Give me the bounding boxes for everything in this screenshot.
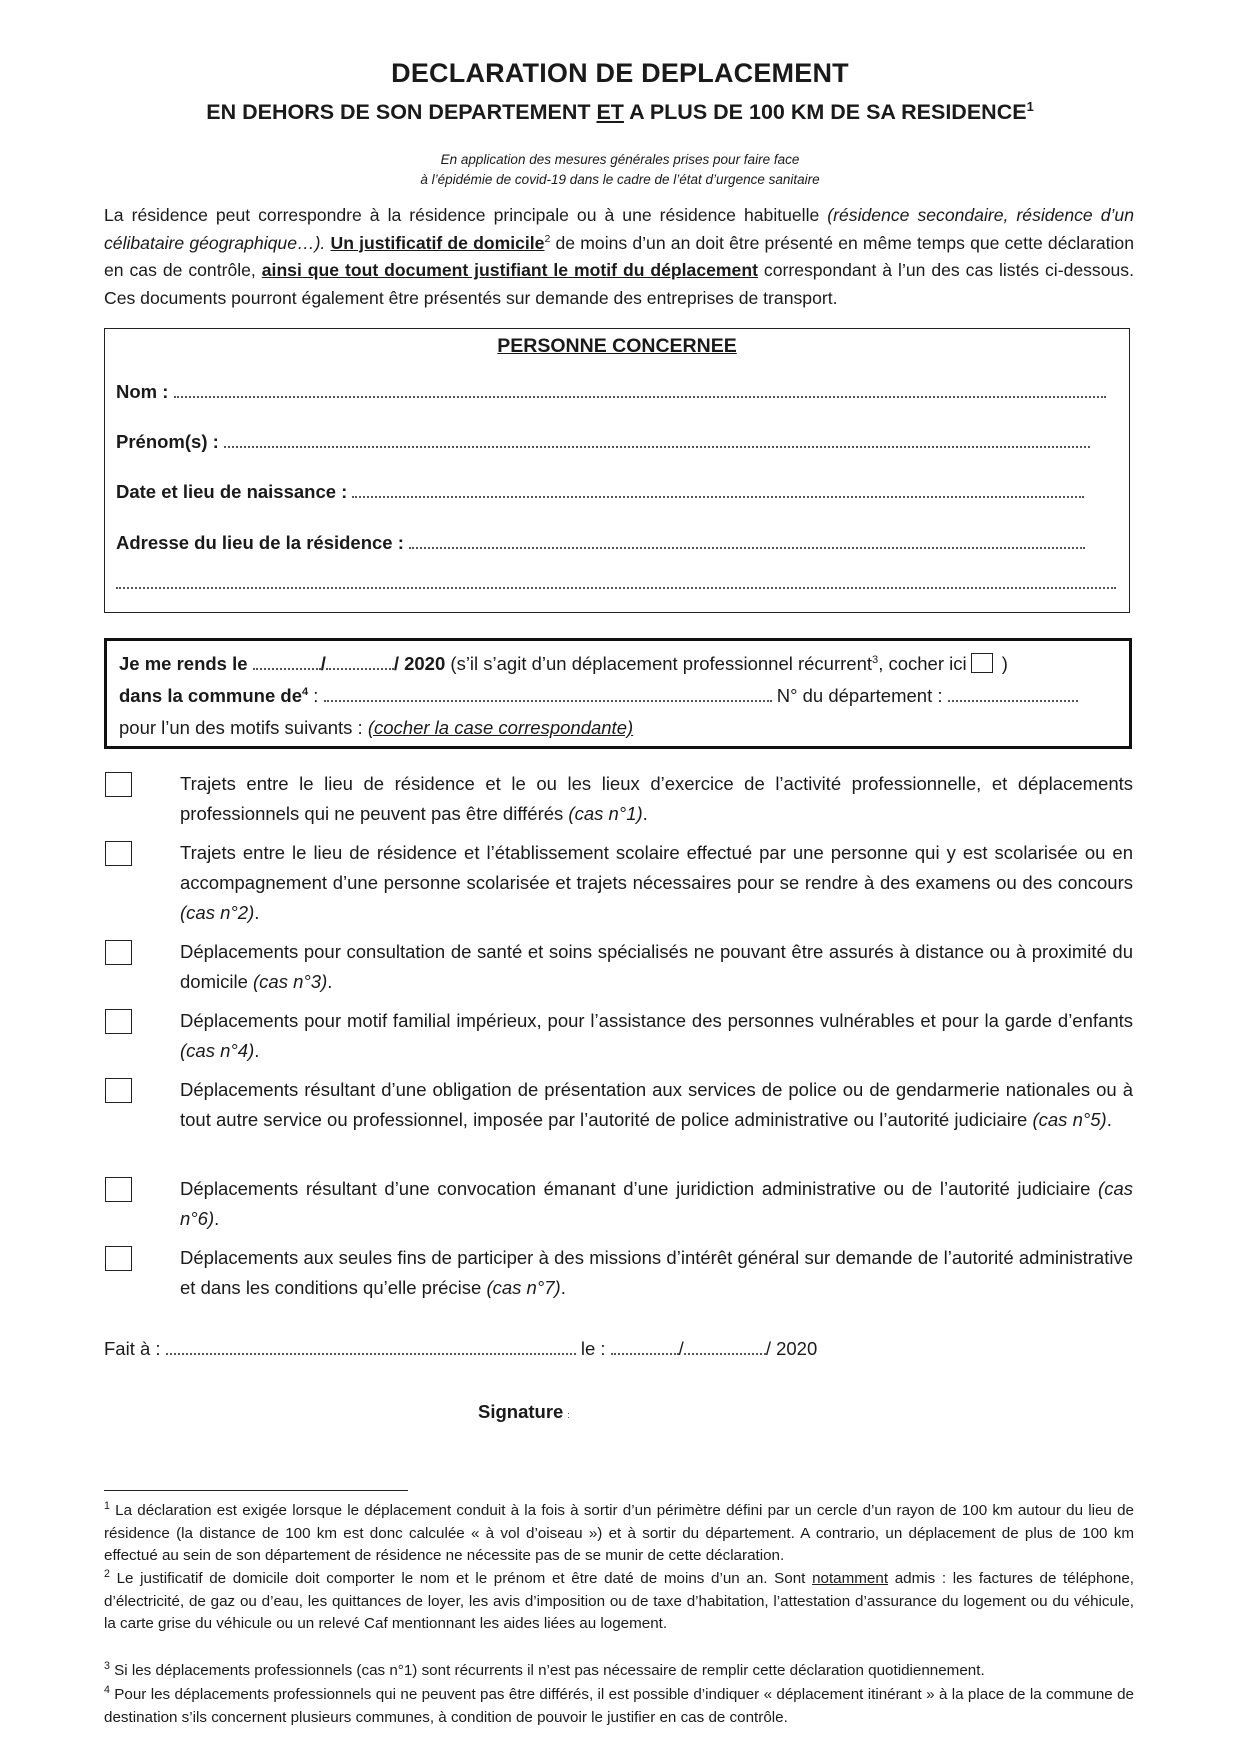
motif-end: .	[254, 1040, 260, 1061]
intro-motif-doc: ainsi que tout document justifiant le motif du déplacement	[261, 260, 758, 280]
adresse-dotted-line[interactable]	[409, 535, 1085, 549]
title-et: ET	[596, 100, 624, 124]
trip-day-blank[interactable]	[253, 658, 321, 670]
legal-context-line-1: En application des mesures générales prises pour faire face	[440, 152, 800, 167]
fait-date-separator: /	[678, 1338, 684, 1359]
commune-label: dans la commune de	[119, 685, 302, 706]
motif-text: Déplacements résultant d’une convocation émanant d’une juridiction administrative ou de l’autorité judiciaire	[180, 1178, 1099, 1199]
motif-checkbox-2[interactable]	[105, 841, 132, 866]
footnote-text: Si les déplacements professionnels (cas n°1) sont récurrents il n’est pas nécessaire de remplir cette déclaration quotidiennement.	[109, 1662, 985, 1679]
footnote-ref-3: 3	[872, 653, 879, 666]
footnote-4	[104, 1684, 1134, 1729]
trip-year: / 2020	[393, 653, 446, 674]
motif-cas: (cas n°7)	[486, 1277, 561, 1298]
motif-end: .	[327, 971, 333, 992]
fait-day-blank[interactable]	[611, 1343, 679, 1355]
adresse-field-line-2[interactable]	[116, 572, 1116, 594]
fait-a-line	[104, 1338, 817, 1360]
motif-end: .	[254, 902, 260, 923]
footnote-number: 4	[104, 1683, 110, 1696]
intro-text-1: La résidence peut correspondre à la résidence principale ou à une résidence habituelle	[104, 205, 828, 225]
motif-cas: (cas n°6)	[180, 1178, 1133, 1229]
person-section	[104, 328, 1130, 613]
footnote-underlined: notamment	[812, 1570, 889, 1587]
intro-justificatif: Un justificatif de domicile	[330, 232, 545, 253]
motif-item-3	[180, 937, 1133, 997]
naissance-field[interactable]	[116, 481, 1084, 503]
nom-label: Nom :	[116, 381, 174, 402]
prenom-field[interactable]	[116, 431, 1090, 453]
motif-item-6	[180, 1174, 1133, 1234]
motif-item-2	[180, 838, 1133, 928]
motifs-instruction: (cocher la case correspondante)	[367, 717, 634, 738]
footnote-2	[104, 1568, 1134, 1636]
footnote-number: 2	[104, 1567, 110, 1580]
motif-item-7	[180, 1243, 1133, 1303]
intro-text-3: correspondant à l’un des cas listés ci-dessous. Ces documents pourront également être présentés sur demande des entreprises de transport.	[104, 260, 1134, 308]
motif-text: Déplacements aux seules fins de participer à des missions d’intérêt général sur demande de l’autorité administrative et dans les conditions qu’elle précise	[180, 1247, 1133, 1298]
le-label: le :	[575, 1338, 611, 1359]
motif-text: Déplacements pour consultation de santé et soins spécialisés ne pouvant être assurés à distance ou à proximité du domicile	[180, 941, 1133, 992]
motif-cas: (cas n°3)	[253, 971, 328, 992]
title-part-2: A PLUS DE 100 KM DE SA RESIDENCE	[623, 100, 1027, 124]
signature-colon: :	[567, 1410, 570, 1420]
signature-label: Signature	[478, 1401, 564, 1422]
motif-end: .	[560, 1277, 566, 1298]
motif-item-1	[180, 769, 1133, 829]
footnote-text-cont: admis : les factures de téléphone, d’électricité, de gaz ou d’eau, les quittances de loyer, les avis d’imposition ou de taxe d’habitation, l’attestation d’assurance du logement ou du véhicule, la carte grise du véhicule ou un relevé Caf mentionnant les aides liées au logement.	[104, 1570, 1134, 1632]
fait-a-blank[interactable]	[166, 1343, 576, 1355]
motif-checkbox-7[interactable]	[105, 1246, 132, 1271]
legal-context	[0, 150, 1240, 190]
document-title: DECLARATION DE DEPLACEMENT	[391, 58, 849, 88]
legal-context-line-2: à l’épidémie de covid-19 dans le cadre de l’état d’urgence sanitaire	[420, 172, 820, 187]
prenom-dotted-line[interactable]	[224, 434, 1090, 448]
trip-month-blank[interactable]	[326, 658, 394, 670]
nom-field[interactable]	[116, 381, 1106, 403]
naissance-dotted-line[interactable]	[352, 484, 1084, 498]
motif-cas: (cas n°5)	[1032, 1109, 1107, 1130]
motif-end: .	[214, 1208, 220, 1229]
trip-commune-line	[119, 685, 1078, 707]
footnote-ref-4: 4	[302, 685, 309, 698]
motif-cas: (cas n°4)	[180, 1040, 255, 1061]
fait-a-label: Fait à :	[104, 1338, 166, 1359]
footnote-number: 1	[104, 1499, 110, 1512]
motif-checkbox-5[interactable]	[105, 1078, 132, 1103]
date-separator: /	[320, 653, 326, 674]
intro-italic: (résidence secondaire, résidence d’un célibataire géographique…).	[104, 205, 1134, 253]
fait-year: / 2020	[765, 1338, 818, 1359]
motif-checkbox-1[interactable]	[105, 772, 132, 797]
intro-paragraph	[104, 202, 1134, 312]
recurrent-checkbox[interactable]	[971, 653, 993, 673]
departement-label: N° du département :	[771, 685, 948, 706]
footnote-text: La déclaration est exigée lorsque le déplacement conduit à la fois à sortir d’un périmètre défini par un cercle d’un rayon de 100 km autour du lieu de résidence (la distance de 100 km est donc calculée « à vol d’oiseau ») et à sortir du département. A contrario, un déplacement de plus de 100 km effectué au sein de son département de résidence ne nécessite pas de se munir de cette déclaration.	[104, 1502, 1134, 1564]
commune-colon: :	[308, 685, 324, 706]
adresse-dotted-line-2[interactable]	[116, 575, 1116, 589]
motif-end: .	[642, 803, 648, 824]
motif-checkbox-3[interactable]	[105, 940, 132, 965]
prenom-label: Prénom(s) :	[116, 431, 224, 452]
close-paren: )	[996, 653, 1008, 674]
title-part-1: EN DEHORS DE SON DEPARTEMENT	[206, 100, 597, 124]
motif-checkbox-4[interactable]	[105, 1009, 132, 1034]
footnote-3	[104, 1660, 1134, 1683]
adresse-label: Adresse du lieu de la résidence :	[116, 532, 410, 553]
naissance-label: Date et lieu de naissance :	[116, 481, 353, 502]
nom-dotted-line[interactable]	[174, 384, 1106, 398]
motif-cas: (cas n°1)	[568, 803, 643, 824]
motif-text: Trajets entre le lieu de résidence et l’établissement scolaire effectué par une personne qui y est scolarisée ou en accompagnement d’une personne scolarisée et trajets nécessaires pour se rendre à des examens ou des concours	[180, 842, 1133, 893]
footnote-separator	[104, 1490, 408, 1491]
footnote-text: Le justificatif de domicile doit comporter le nom et le prénom et être daté de moins d’un an. Sont	[109, 1570, 813, 1587]
cocher-ici-text: , cocher ici	[878, 653, 967, 674]
footnote-ref-2: 2	[544, 232, 551, 245]
motifs-intro-line	[119, 717, 633, 739]
motif-text: Trajets entre le lieu de résidence et le ou les lieux d’exercice de l’activité professionnelle, et déplacements professionnels qui ne peuvent pas être différés	[180, 773, 1133, 824]
je-me-rends-label: Je me rends le	[119, 653, 253, 674]
motif-checkbox-6[interactable]	[105, 1177, 132, 1202]
motif-item-5	[180, 1075, 1133, 1135]
motifs-intro-text: pour l’un des motifs suivants :	[119, 717, 368, 738]
motif-text: Déplacements pour motif familial impérieux, pour l’assistance des personnes vulnérables et pour la garde d’enfants	[180, 1010, 1133, 1031]
footnote-number: 3	[104, 1659, 110, 1672]
person-heading: PERSONNE CONCERNEE	[497, 335, 737, 357]
commune-blank[interactable]	[324, 690, 772, 702]
departement-blank[interactable]	[948, 690, 1078, 702]
motif-cas: (cas n°2)	[180, 902, 255, 923]
motif-item-4	[180, 1006, 1133, 1066]
footnote-ref-1: 1	[1026, 98, 1034, 114]
intro-text-2: de moins d’un an doit être présenté en même temps que cette déclaration en cas de contrôle,	[104, 232, 1134, 280]
recurrent-text: (s’il s’agit d’un déplacement professionnel récurrent	[445, 653, 873, 674]
motif-text: Déplacements résultant d’une obligation de présentation aux services de police ou de gendarmerie nationales ou à tout autre service ou professionnel, imposée par l’autorité de police administrative ou l’autorité judiciaire	[180, 1079, 1133, 1130]
footnote-1	[104, 1500, 1134, 1568]
adresse-field[interactable]	[116, 532, 1085, 554]
document-subtitle-heading	[0, 100, 1240, 125]
fait-month-blank[interactable]	[684, 1343, 766, 1355]
trip-date-line	[119, 653, 1008, 675]
signature-field[interactable]	[478, 1401, 570, 1423]
trip-section	[104, 638, 1132, 749]
footnote-text: Pour les déplacements professionnels qui ne peuvent pas être différés, il est possible d’indiquer « déplacement itinérant » à la place de la commune de destination s’ils concernent plusieurs communes, à condition de pouvoir le justifier en cas de contrôle.	[104, 1686, 1134, 1726]
motif-end: .	[1106, 1109, 1112, 1130]
